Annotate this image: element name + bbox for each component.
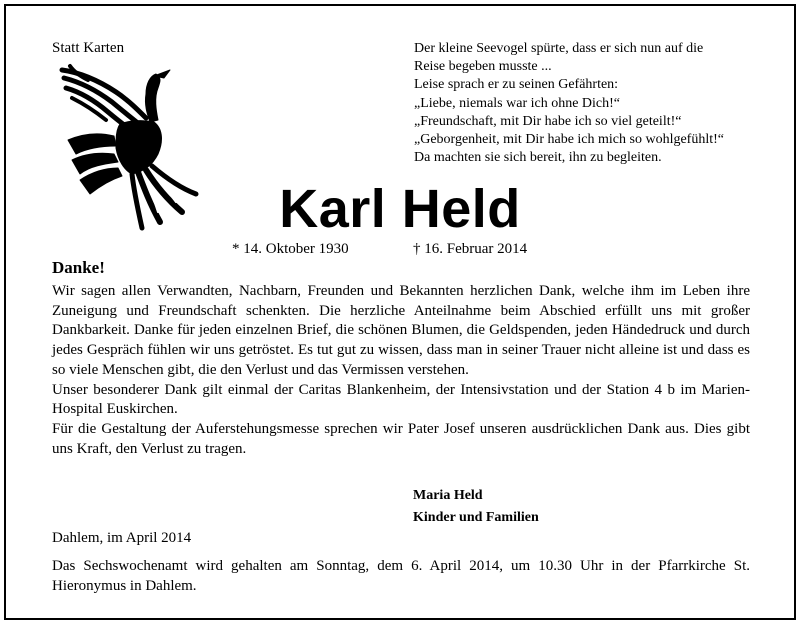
statt-karten-label: Statt Karten (52, 40, 125, 56)
thanks-paragraph: Wir sagen allen Verwandten, Nachbarn, Freunden und Bekannten herzlichen Dank, welche ihm im Leben ihre Zuneigung und Freundschaft schenkten. Die herzliche Anteilnahme beim Abschied erfüllt uns mit großer Dankbarkeit. Danke für jeden einzelnen Brief, die schönen Blumen, die Geldspenden, jeden Händedruck und durch jedes Gespräch fühlen wir uns getröstet. Es tut gut zu wissen, dass man in seiner Trauer nicht alleine ist und dass es so viele Menschen gibt, die den Verlust und das Vermissen verstehen. (52, 283, 750, 378)
poem-line: „Liebe, niemals war ich ohne Dich!“ (414, 95, 621, 111)
poem (414, 40, 724, 167)
poem-line: Reise begeben musste ... (414, 59, 552, 75)
signature (413, 485, 539, 529)
thanks-text (52, 282, 750, 459)
thanks-paragraph: Für die Gestaltung der Auferstehungsmesse sprechen wir Pater Josef unseren ausdrücklichen Dank aus. Dies gibt uns Kraft, den Verlust zu tragen. (52, 420, 750, 457)
poem-line: „Freundschaft, mit Dir habe ich so viel geteilt!“ (414, 113, 682, 129)
mass-note (52, 556, 750, 596)
poem-line: Leise sprach er zu seinen Gefährten: (414, 77, 619, 93)
mass-note-text: Das Sechswochenamt wird gehalten am Sonntag, dem 6. April 2014, um 10.30 Uhr in der Pfarrkirche St. Hieronymus in Dahlem. (52, 558, 750, 594)
signature-line: Kinder und Familien (413, 510, 539, 525)
death-date: † 16. Februar 2014 (413, 241, 528, 257)
poem-line: Der kleine Seevogel spürte, dass er sich nun auf die (414, 41, 704, 56)
place-date: Dahlem, im April 2014 (52, 530, 192, 546)
deceased-name: Karl Held (279, 179, 521, 239)
poem-line: „Geborgenheit, mit Dir habe ich mich so wohlgefühlt!“ (414, 132, 724, 148)
thanks-paragraph: Unser besonderer Dank gilt einmal der Caritas Blankenheim, der Intensivstation und der Station 4 b im Marien-Hospital Euskirchen. (52, 381, 750, 418)
thanks-heading: Danke! (52, 258, 105, 277)
poem-line: Da machten sie sich bereit, ihn zu begleiten. (414, 150, 662, 166)
birth-date: * 14. Oktober 1930 (232, 241, 349, 257)
signature-line: Maria Held (413, 488, 483, 503)
